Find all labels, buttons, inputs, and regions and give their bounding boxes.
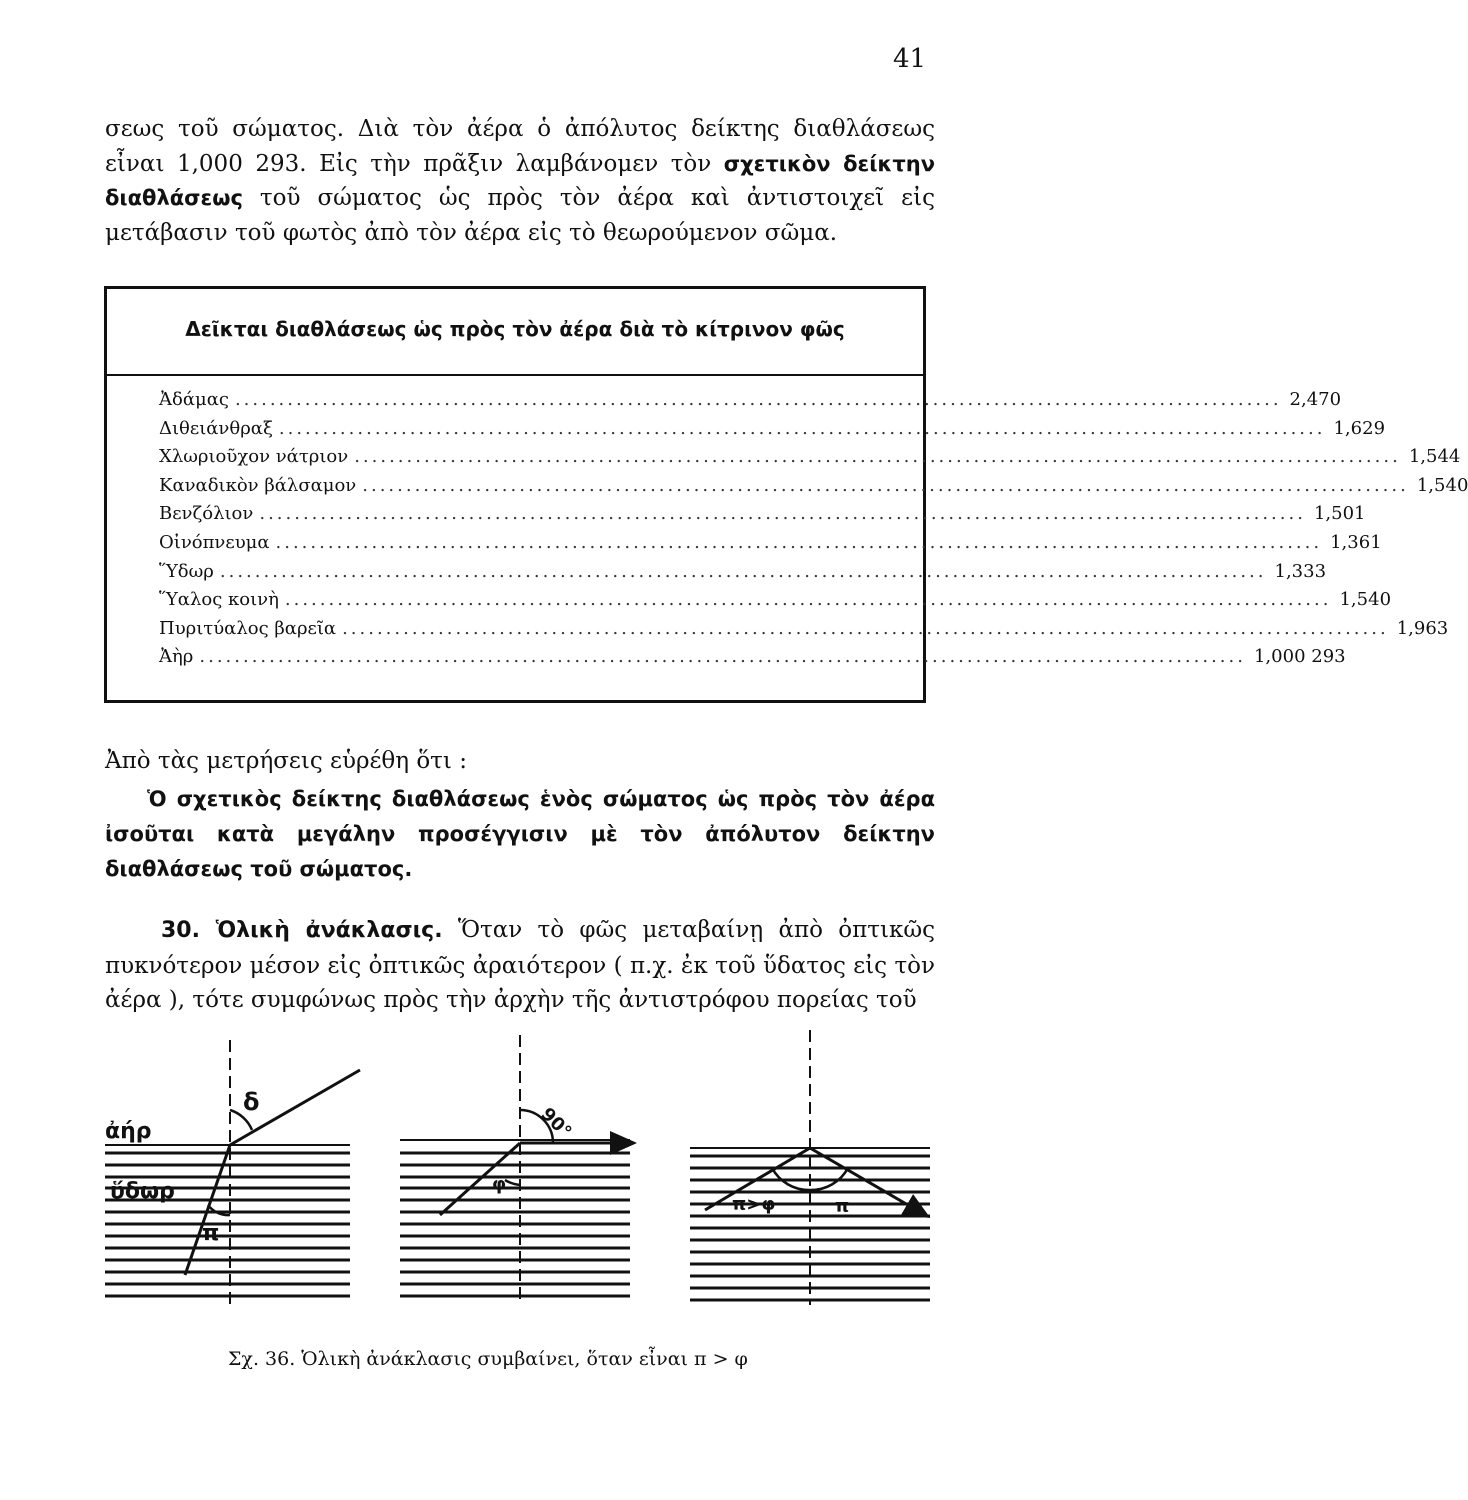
panel1-angle-pi [208,1205,230,1215]
leader-dots: ........................................................................................................................ [275,532,1323,553]
label-pi: π [202,1221,220,1246]
panel3-water [690,1148,930,1300]
label-delta: δ [243,1088,260,1116]
refraction-value: 1,501 [1313,503,1366,525]
table-row [159,617,1449,646]
label-pi-gt-phi: π>φ [732,1194,776,1215]
substance-name: Καναδικὸν βάλσαμον [159,474,357,496]
leader-dots: ........................................................................................................................ [219,560,1267,582]
paragraph-3 [105,913,935,1018]
table-title: Δεῖκται διαθλάσεως ὡς πρὸς τὸν ἀέρα διὰ τὸ κίτρινον φῶς [185,317,845,341]
table-row [159,503,1366,531]
para1-bold-term: σχετικὸν δείκτην διαθλάσεως [105,151,935,210]
figure-caption: Σχ. 36. Ὁλικὴ ἀνάκλασις συμβαίνει, ὅταν εἶναι π > φ [228,1348,748,1370]
table-row [159,389,1342,417]
table-row [159,589,1392,617]
leader-dots: ........................................................................................................................ [362,474,1409,496]
leader-dots: ........................................................................................................................ [342,617,1389,639]
substance-name: Πυριτύαλος βαρεῖα [159,617,337,639]
panel1-water [105,1145,350,1296]
table-row [159,532,1382,560]
table-header-rule [107,374,923,376]
para1-text-end: τοῦ σώματος ὡς πρὸς τὸν ἀέρα καὶ ἀντιστοιχεῖ εἰς μετάβασιν τοῦ φωτὸς ἀπὸ τὸν ἀέρα εἰς τὸ θεωρούμενον σῶμα. [105,185,935,246]
substance-name: Ὕδωρ [159,560,214,582]
substance-name: Οἰνόπνευμα [159,532,270,553]
table-row [159,560,1327,589]
label-pi-right: π [835,1196,850,1217]
refraction-value: 2,470 [1289,389,1342,410]
refraction-value: 1,544 [1408,446,1461,468]
label-90: 90° [536,1103,576,1143]
refraction-value: 1,963 [1396,617,1449,639]
page-number: 41 [893,44,927,74]
refraction-index-table [104,286,1468,703]
panel2-water [400,1140,630,1296]
refraction-value: 1,000 293 [1253,646,1346,668]
table-row [159,646,1346,674]
refraction-value: 1,629 [1333,417,1386,439]
label-water: ὕδωρ [110,1179,175,1204]
table-row [159,474,1468,503]
paragraph-2: Ἀπὸ τὰς μετρήσεις εὑρέθη ὅτι : [105,748,467,774]
substance-name: Ἀὴρ [159,646,194,668]
refraction-value: 1,540 [1416,474,1468,496]
table-row [159,446,1461,474]
leader-dots: ........................................................................................................................ [284,589,1332,611]
law-statement: Ὁ σχετικὸς δείκτης διαθλάσεως ἑνὸς σώματος ὡς πρὸς τὸν ἀέρα ἰσοῦται κατὰ μεγάλην προσέγγισιν μὲ τὸν ἀπόλυτον δείκτην διαθλάσεως τοῦ σώματος. [105,787,935,881]
para3-text: Ὅταν τὸ φῶς μεταβαίνῃ ἀπὸ ὀπτικῶς πυκνότερον μέσον εἰς ὀπτικῶς ἀραιότερον ( π.χ. ἐκ τοῦ ὕδατος εἰς τὸν ἀέρα ), τότε συμφώνως πρὸς τὴν ἀρχὴν τῆς ἀντιστρόφου πορείας τοῦ [105,917,935,1013]
leader-dots: ........................................................................................................................ [354,446,1401,468]
section-heading: 30. Ὁλικὴ ἀνάκλασις. [161,918,443,943]
para1-text-start: σεως τοῦ σώματος. Διὰ τὸν ἀέρα ὁ ἀπόλυτος δείκτης διαθλάσεως εἶναι 1,000 293. Εἰς τὴν πρᾶξιν λαμβάνομεν τὸν [105,116,935,177]
substance-name: Βενζόλιον [159,503,254,525]
substance-name: Διθειάνθραξ [159,417,273,439]
panel2-angle-phi [505,1180,520,1185]
leader-dots: ........................................................................................................................ [278,417,1326,439]
leader-dots: ........................................................................................................................ [234,389,1282,410]
substance-name: Χλωριοῦχον νάτριον [159,446,349,468]
refraction-value: 1,361 [1330,532,1382,553]
substance-name: Ὕαλος κοινὴ [159,589,279,611]
leader-dots: ........................................................................................................................ [199,646,1246,668]
figure-36 [100,1030,940,1310]
refraction-value: 1,333 [1274,560,1327,582]
table-row [159,417,1386,446]
refraction-value: 1,540 [1339,589,1392,611]
substance-name: Ἀδάμας [159,389,229,410]
paragraph-1 [105,112,935,250]
label-phi: φ [492,1174,507,1195]
leader-dots: ........................................................................................................................ [259,503,1306,525]
label-air: ἀήρ [105,1119,152,1144]
